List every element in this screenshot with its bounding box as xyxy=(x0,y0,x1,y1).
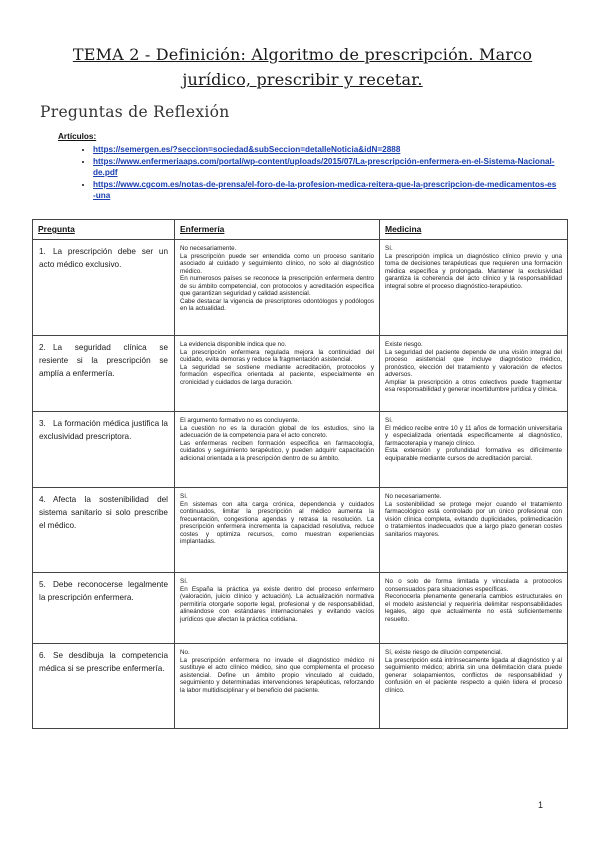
article-link[interactable]: • https://www.enfermeriaaps.com/portal/wp-content/uploads/2015/07/La-prescripción-enfermera-en-el-Sistema-Nacional-de.pdf xyxy=(93,156,558,178)
table-header-row xyxy=(33,220,568,240)
header-pregunta: Pregunta xyxy=(33,220,175,240)
question-text: Afecta la sostenibilidad del sistema sanitario si solo prescribe el médico. xyxy=(39,495,168,530)
medicina-paragraph: La prescripción implica un diagnóstico clínico previo y una toma de decisiones terapéuticas que requieren una formación médica específica y prolongada. Mantener la exclusividad garantiza la coherencia del acto clínico y la responsabilidad integral sobre el proceso diagnóstico-terapéutico. xyxy=(385,252,562,290)
medicina-paragraph: No o solo de forma limitada y vinculada a protocolos consensuados para situaciones específicas. xyxy=(385,578,562,593)
table-row xyxy=(33,240,568,336)
enfermeria-paragraph: Cabe destacar la vigencia de prescriptores odontólogos y podólogos en la actualidad. xyxy=(180,297,374,312)
medicina-paragraph: Existe riesgo. xyxy=(385,341,423,348)
medicina-paragraph: Esta extensión y profundidad formativa es difícilmente equiparable mediante cursos de acreditación parcial. xyxy=(385,447,562,462)
question-number: 1. xyxy=(39,247,46,256)
enfermeria-cell xyxy=(175,488,380,573)
medicina-paragraph: Sí, existe riesgo de dilución competencial. xyxy=(385,649,503,656)
enfermeria-cell xyxy=(175,644,380,729)
enfermeria-paragraph: En España la práctica ya existe dentro del proceso enfermero (valoración, juicio clínico y actuación). La actualización normativa permitiría otorgarle soporte legal, profesional y de responsabilidad, alineándose con estándares internacionales y evitando vacíos jurídicos que afectan la práctica cotidiana. xyxy=(180,585,374,623)
enfermeria-cell xyxy=(175,573,380,644)
medicina-cell xyxy=(380,488,568,573)
enfermeria-cell xyxy=(175,412,380,488)
table-row xyxy=(33,336,568,412)
enfermeria-paragraph: La prescripción puede ser entendida como un proceso sanitario asociado al cuidado y seguimiento clínico, no solo al diagnóstico médico. xyxy=(180,252,374,275)
question-cell xyxy=(33,644,175,729)
table-row xyxy=(33,412,568,488)
enfermeria-paragraph: Las enfermeras reciben formación específica en farmacología, cuidados y seguimiento terapéutico, y pueden adquirir capacitación adicional orientada a la prescripción dentro de su ámbito. xyxy=(180,439,374,462)
reflection-table xyxy=(32,219,568,729)
medicina-paragraph: La prescripción está intrínsecamente ligada al diagnóstico y al seguimiento médico; abrirla sin una delimitación clara puede generar solapamientos, conflictos de responsabilidad y confusión en el paciente respecto a quién lidera el proceso clínico. xyxy=(385,656,562,694)
enfermeria-paragraph: La cuestión no es la duración global de los estudios, sino la adecuación de la competencia para el acto concreto. xyxy=(180,424,374,439)
enfermeria-cell xyxy=(175,336,380,412)
question-text: La formación médica justifica la exclusividad prescriptora. xyxy=(39,419,168,441)
question-number: 6. xyxy=(39,651,46,660)
question-cell xyxy=(33,336,175,412)
question-cell xyxy=(33,573,175,644)
articles-list xyxy=(58,144,558,201)
medicina-paragraph: Ampliar la prescripción a otros colectivos puede fragmentar esa responsabilidad y generar incertidumbre jurídica y clínica. xyxy=(385,378,562,393)
medicina-paragraph: Sí. xyxy=(385,417,393,424)
question-text: La seguridad clínica se resiente si la prescripción se amplía a enfermería. xyxy=(39,343,168,378)
medicina-paragraph: La seguridad del paciente depende de una visión integral del proceso asistencial que incluye diagnóstico médico, pronóstico, elección del tratamiento y valoración de efectos adversos. xyxy=(385,348,562,378)
question-text: Debe reconocerse legalmente la prescripción enfermera. xyxy=(39,580,168,602)
section-subtitle: Preguntas de Reflexión xyxy=(40,103,230,121)
enfermeria-paragraph: En numerosos países se reconoce la prescripción enfermera dentro de su ámbito competencial, con protocolos y acreditación específica que garantizan seguridad y calidad asistencial. xyxy=(180,275,374,297)
header-medicina: Medicina xyxy=(380,220,568,240)
article-link[interactable]: • https://www.cgcom.es/notas-de-prensa/el-foro-de-la-profesion-medica-reitera-que-la-prescripcion-de-medicamentos-es-una xyxy=(93,179,558,201)
enfermeria-paragraph: Sí. xyxy=(180,493,188,500)
question-text: La prescripción debe ser un acto médico exclusivo. xyxy=(39,247,168,269)
article-link[interactable]: • https://semergen.es/?seccion=sociedad&subSeccion=detalleNoticia&idN=2888 xyxy=(93,144,558,155)
enfermeria-cell xyxy=(175,240,380,336)
page-number: 1 xyxy=(538,800,544,810)
enfermeria-paragraph: No necesariamente. xyxy=(180,245,237,252)
medicina-cell xyxy=(380,336,568,412)
question-number: 2. xyxy=(39,343,46,352)
medicina-paragraph: No necesariamente. xyxy=(385,493,442,500)
enfermeria-paragraph: La prescripción enfermera no invade el diagnóstico médico ni sustituye el acto clínico médico, sino que complementa el proceso asistencial. Define un ámbito propio vinculado al cuidado, seguimiento y determinadas intervenciones terapéuticas, reforzando la labor multidisciplinar y el beneficio del paciente. xyxy=(180,656,374,694)
enfermeria-paragraph: La seguridad se sostiene mediante acreditación, protocolos y formación específica orientada al paciente, especialmente en cronicidad y cuidados de larga duración. xyxy=(180,363,374,386)
question-number: 3. xyxy=(39,419,46,428)
question-cell xyxy=(33,412,175,488)
header-enfermeria: Enfermería xyxy=(175,220,380,240)
enfermeria-paragraph: No. xyxy=(180,649,190,656)
enfermeria-paragraph: En sistemas con alta carga crónica, dependencia y cuidados continuados, limitar la prescripción al médico aumenta la frecuentación, congestiona agendas y retrasa la resolución. La prescripción enfermera incrementa la capacidad resolutiva, reduce costes y optimiza recursos, como muestran experiencias implantadas. xyxy=(180,500,374,545)
question-cell xyxy=(33,488,175,573)
articles-section xyxy=(58,131,558,202)
medicina-cell xyxy=(380,240,568,336)
medicina-cell xyxy=(380,412,568,488)
table-row xyxy=(33,573,568,644)
question-cell xyxy=(33,240,175,336)
medicina-paragraph: Sí. xyxy=(385,245,393,252)
medicina-paragraph: La sostenibilidad se protege mejor cuando el tratamiento farmacológico está controlado por un único profesional con visión clínica completa, evitando duplicidades, polimedicación o tratamientos inadecuados que a largo plazo generan costes sanitarios mayores. xyxy=(385,500,562,538)
question-text: Se desdibuja la competencia médica si se prescribe enfermería. xyxy=(39,651,168,673)
medicina-paragraph: El médico recibe entre 10 y 11 años de formación universitaria y especializada orientada específicamente al diagnóstico, farmacoterapia y manejo clínico. xyxy=(385,424,562,447)
page-title: TEMA 2 - Definición: Algoritmo de prescripción. Marco jurídico, prescribir y recetar. xyxy=(72,45,533,89)
medicina-cell xyxy=(380,573,568,644)
enfermeria-paragraph: El argumento formativo no es concluyente. xyxy=(180,417,300,424)
medicina-cell xyxy=(380,644,568,729)
table-row xyxy=(33,488,568,573)
medicina-paragraph: Reconocerla plenamente generaría cambios estructurales en el modelo asistencial y requeriría delimitar responsabilidades legales, algo que actualmente no está suficientemente resuelto. xyxy=(385,593,562,623)
enfermeria-paragraph: La evidencia disponible indica que no. xyxy=(180,341,287,348)
table-row xyxy=(33,644,568,729)
enfermeria-paragraph: Sí. xyxy=(180,578,188,585)
question-number: 5. xyxy=(39,580,46,589)
enfermeria-paragraph: La prescripción enfermera regulada mejora la continuidad del cuidado, evita demoras y reduce la fragmentación asistencial. xyxy=(180,348,374,363)
question-number: 4. xyxy=(39,495,46,504)
articles-label: Artículos: xyxy=(58,132,97,141)
